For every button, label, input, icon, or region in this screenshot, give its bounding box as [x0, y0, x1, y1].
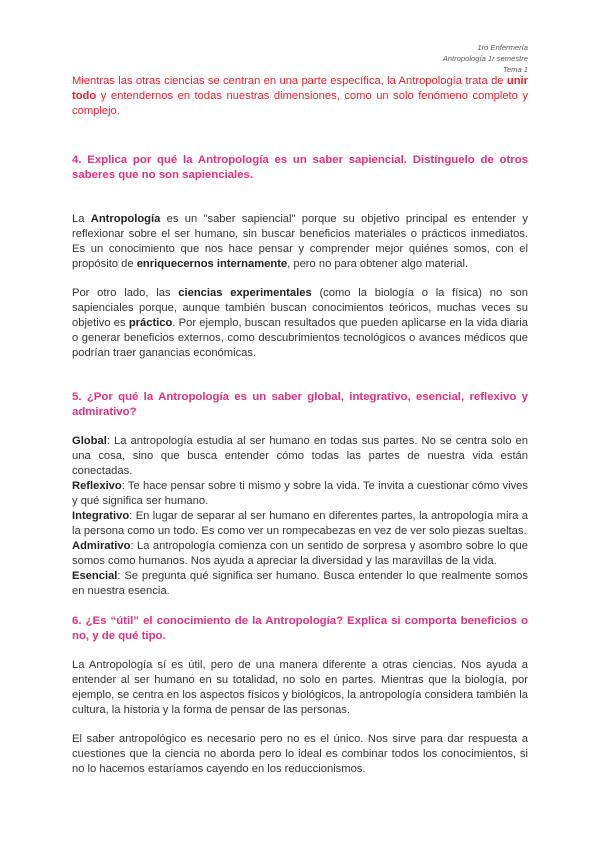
q4-p1-text-2: es un "saber sapiencial" porque su objetivo principal es entender y reflexionar sobre el ser humano, sin buscar beneficios materiales o prácticos inmediatos. Es un conocimiento que nos hace pensar y comprender mejor quiénes somos, con el propósito de	[72, 213, 528, 270]
q5-item-esencial	[72, 569, 528, 599]
q4-paragraph-1	[72, 212, 528, 272]
q5-term: Global	[72, 435, 107, 447]
q5-item-integrativo	[72, 509, 528, 539]
intro-text-1: Mientras las otras ciencias se centran en una parte específica, la Antropología trata de	[72, 75, 507, 87]
document-body	[72, 74, 528, 777]
intro-paragraph	[72, 74, 528, 119]
header-course: 1ro Enfermería	[477, 43, 528, 52]
q5-item-admirativo	[72, 539, 528, 569]
q4-p2-bold-1: ciencias experimentales	[178, 287, 312, 299]
page-header	[443, 42, 528, 75]
q4-paragraph-2	[72, 286, 528, 361]
q4-p2-text-1: Por otro lado, las	[72, 287, 179, 299]
q5-item-reflexivo	[72, 479, 528, 509]
q5-term: Integrativo	[72, 510, 130, 522]
q5-term: Admirativo	[72, 540, 131, 552]
header-subject: Antropología 1r semestre	[442, 54, 528, 63]
q4-p1-bold-1: Antropología	[90, 213, 161, 225]
header-topic: Tema 1	[502, 65, 528, 74]
q5-item-global	[72, 434, 528, 479]
q5-definition: : La antropología estudia al ser humano en todas sus partes. No se centra solo en una cosa, sino que busca entender cómo todas las partes de nuestra vida están conectadas.	[72, 435, 528, 477]
q4-p2-bold-2: práctico	[128, 317, 173, 329]
question-5-heading: 5. ¿Por qué la Antropología es un saber global, integrativo, esencial, reflexivo y admirativo?	[72, 391, 528, 418]
intro-bold: unir todo	[72, 75, 528, 102]
q5-definition: : Se pregunta qué significa ser humano. Busca entender lo que realmente somos en nuestra esencia.	[72, 570, 528, 597]
q4-p2-text-2: (como la biología o la física) no son sapienciales porque, aunque también buscan conocimientos teóricos, muchas veces su objetivo es	[72, 287, 529, 329]
q6-paragraph-1: La Antropología sí es útil, pero de una manera diferente a otras ciencias. Nos ayuda a entender al ser humano en su totalidad, no solo en partes. Mientras que la biología, por ejemplo, se centra en los aspectos físicos y biológicos, la antropología considera también la cultura, la historia y la forma de pensar de las personas.	[72, 659, 528, 716]
question-4-heading: 4. Explica por qué la Antropología es un saber sapiencial. Distínguelo de otros saberes que no son sapienciales.	[72, 154, 528, 181]
intro-text-2: y entendernos en todas nuestras dimensiones, como un solo fenómeno completo y complejo.	[72, 90, 528, 117]
q6-paragraph-2: El saber antropológico es necesario pero no es el único. Nos sirve para dar respuesta a cuestiones que la ciencia no aborda pero lo ideal es combinar todos los conocimientos, si no lo hacemos estaríamos cayendo en los reduccionismos.	[72, 733, 528, 775]
q5-definition-list	[72, 434, 528, 599]
q4-p2-text-3: . Por ejemplo, buscan resultados que pueden aplicarse en la vida diaria o generar beneficios externos, como descubrimientos tecnológicos o avances médicos que podrían traer ganancias económicas.	[72, 317, 529, 359]
q5-term: Reflexivo	[72, 480, 122, 492]
q4-p1-text-1: La	[72, 213, 91, 225]
q5-definition: : La antropología comienza con un sentido de sorpresa y asombro sobre lo que somos como humanos. Nos ayuda a apreciar la diversidad y las maravillas de la vida.	[72, 540, 528, 567]
q5-definition: : En lugar de separar al ser humano en diferentes partes, la antropología mira a la persona como un todo. Es como ver un rompecabezas en vez de ver solo piezas sueltas.	[72, 510, 528, 537]
q4-p1-text-3: , pero no para obtener algo material.	[287, 258, 469, 270]
question-6-heading: 6. ¿Es “útil” el conocimiento de la Antropología? Explica si comporta beneficios o no, y de qué tipo.	[72, 615, 528, 642]
q4-p1-bold-2: enriquecernos internamente	[136, 258, 288, 270]
q5-term: Esencial	[72, 570, 118, 582]
q5-definition: : Te hace pensar sobre ti mismo y sobre la vida. Te invita a cuestionar cómo vives y qué significa ser humano.	[72, 480, 528, 507]
